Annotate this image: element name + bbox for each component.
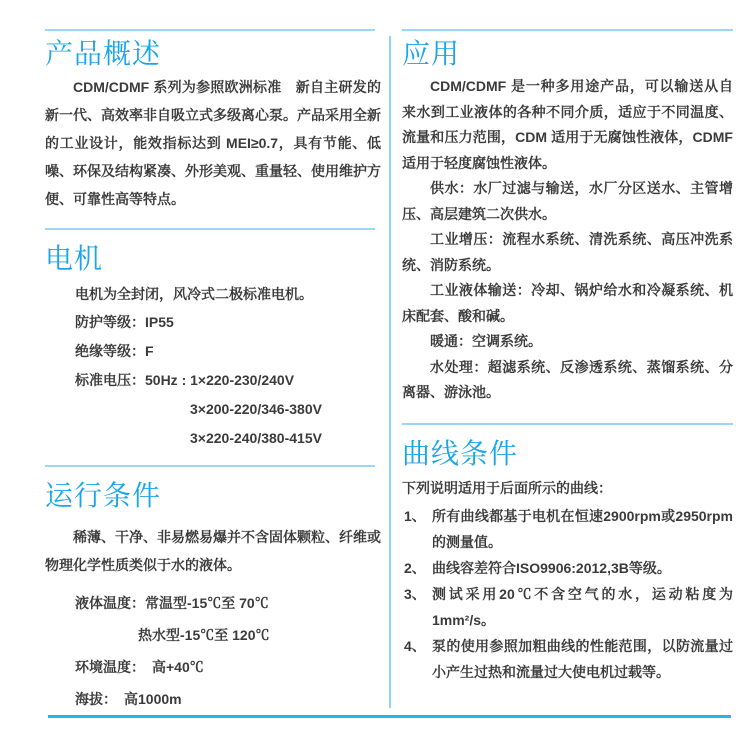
column-divider (389, 36, 391, 708)
liquid-temp-row-2: 热水型-15℃至 120℃ (138, 627, 270, 643)
ambient-temp-row: 环境温度： 高+40℃ (75, 659, 204, 675)
section-title-curve: 曲线条件 (402, 437, 519, 469)
section-divider (45, 29, 375, 31)
motor-intro: 电机为全封闭，风冷式二极标准电机。 (75, 286, 313, 302)
section-divider (45, 465, 375, 467)
section-title-motor: 电机 (45, 243, 104, 274)
application-paragraph: 工业液体输送：冷却、锅炉给水和冷凝系统、机床配套、酸和碱。 (402, 282, 733, 324)
left-column (45, 0, 381, 715)
curve-list-item (402, 581, 733, 633)
list-marker: 4、 (404, 637, 426, 654)
curve-intro: 下列说明适用于后面所示的曲线： (402, 479, 612, 496)
curve-item-text: 所有曲线都基于电机在恒速2900rpm或2950rpm的测量值。 (432, 507, 733, 550)
curve-list-item (402, 503, 733, 555)
altitude-row: 海拔： 高1000m (75, 691, 182, 707)
motor-voltage-row-2: 3×200-220/346-380V (190, 401, 322, 417)
section-divider (402, 423, 733, 425)
curve-item-text: 曲线容差符合ISO9906:2012,3B等级。 (432, 559, 671, 576)
application-paragraph: 工业增压：流程水系统、清洗系统、高压冲洗系统、消防系统。 (402, 231, 733, 273)
motor-voltage-row-3: 3×220-240/380-415V (190, 430, 322, 446)
list-marker: 3、 (404, 585, 426, 602)
overview-paragraph: CDM/CDMF 系列为参照欧洲标准 新自主研发的新一代、高效率非自吸立式多级离心泵。产品采用全新的工业设计，能效指标达到 MEI≥0.7，具有节能、低噪、环保及结构紧凑、外形美观、重量轻、使用维护方便、可靠性高等特点。 (45, 79, 381, 207)
right-column (402, 0, 733, 685)
section-title-application: 应用 (402, 38, 461, 69)
section-divider (45, 228, 375, 230)
curve-list-item (402, 633, 733, 685)
section-divider (402, 29, 733, 31)
liquid-temp-row: 液体温度：常温型-15℃至 70℃ (75, 595, 269, 611)
motor-protection-row: 防护等级：IP55 (75, 314, 174, 330)
motor-insulation-row: 绝缘等级：F (75, 343, 154, 359)
application-paragraph: 供水：水厂过滤与输送，水厂分区送水、主管增压、高层建筑二次供水。 (402, 180, 733, 222)
motor-voltage-row: 标准电压：50Hz : 1×220-230/240V (75, 372, 295, 388)
application-paragraph: 暖通：空调系统。 (430, 333, 542, 349)
curve-item-text: 测试采用20℃不含空气的水，运动粘度为1mm²/s。 (432, 585, 733, 628)
curve-item-text: 泵的使用参照加粗曲线的性能范围，以防流量过小产生过热和流量过大使电机过载等。 (432, 637, 733, 680)
application-paragraph: CDM/CDMF 是一种多用途产品，可以输送从自来水到工业液体的各种不同介质，适应于不同温度、流量和压力范围，CDM 适用于无腐蚀性液体，CDMF 适用于轻度腐蚀性液体。 (402, 78, 733, 171)
list-marker: 2、 (404, 559, 426, 576)
list-marker: 1、 (404, 507, 426, 524)
section-title-operating: 运行条件 (45, 480, 162, 511)
page-bottom-rule (48, 715, 731, 718)
operating-paragraph: 稀薄、干净、非易燃易爆并不含固体颗粒、纤维或物理化学性质类似于水的液体。 (45, 529, 381, 573)
curve-list-item (402, 555, 733, 581)
section-title-overview: 产品概述 (45, 38, 162, 69)
application-paragraph: 水处理：超滤系统、反渗透系统、蒸馏系统、分离器、游泳池。 (402, 358, 733, 400)
